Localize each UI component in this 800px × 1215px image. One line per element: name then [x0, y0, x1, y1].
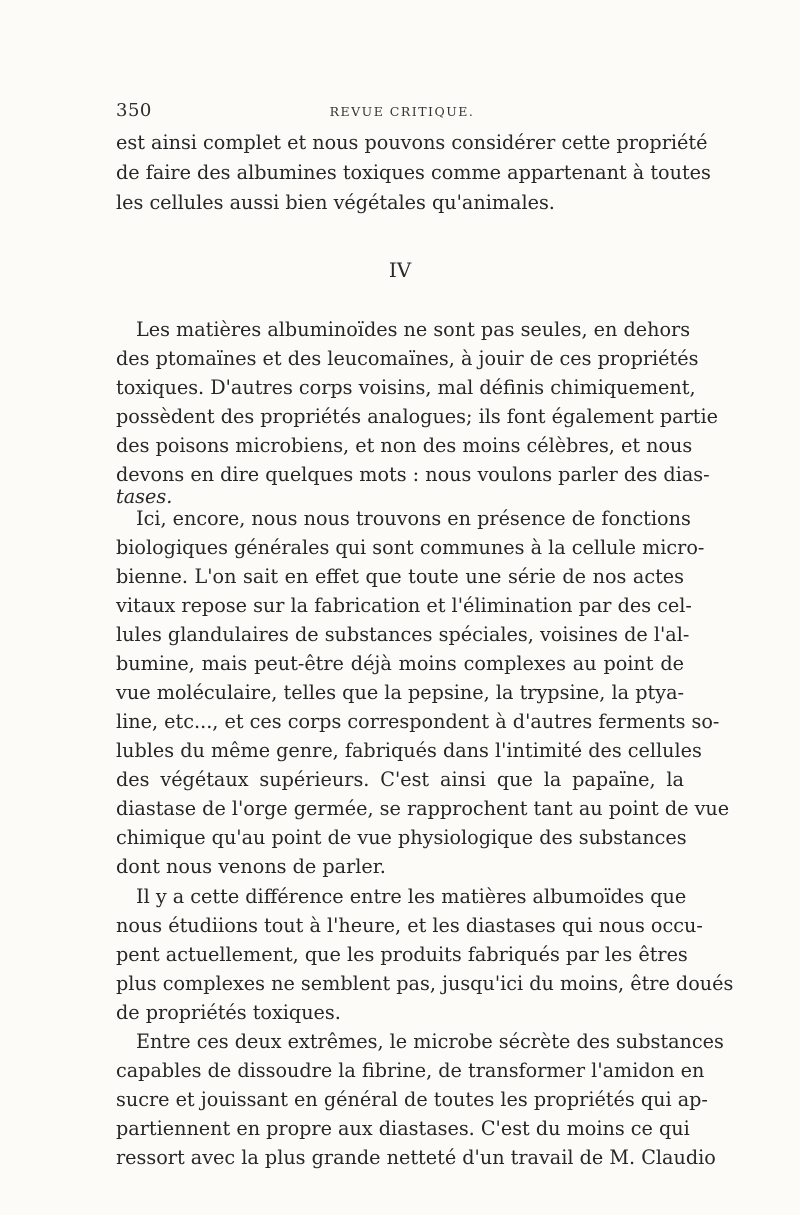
page-header	[116, 100, 688, 122]
text-line: sucre et jouissant en général de toutes les propriétés qui ap-	[116, 1088, 708, 1111]
running-title: REVUE CRITIQUE.	[329, 104, 475, 119]
text-line: des ptomaïnes et des leucomaïnes, à jouir de ces propriétés	[116, 347, 699, 370]
text-line: line, etc..., et ces corps correspondent à d'autres ferments so-	[116, 710, 720, 733]
text-line: bumine, mais peut-être déjà moins complexes au point de	[116, 652, 684, 675]
text-line: est ainsi complet et nous pouvons considérer cette propriété	[116, 131, 708, 154]
text-line: vue moléculaire, telles que la pepsine, la trypsine, la ptya-	[116, 681, 684, 704]
section-number: IV	[388, 258, 412, 282]
text-line: devons en dire quelques mots : nous voulons parler des dias-	[116, 463, 710, 486]
text-line: pent actuellement, que les produits fabriqués par les êtres	[116, 943, 688, 966]
text-line: partiennent en propre aux diastases. C'est du moins ce qui	[116, 1117, 690, 1140]
text-line: Ici, encore, nous nous trouvons en présence de fonctions	[136, 507, 691, 530]
text-line: nous étudiions tout à l'heure, et les diastases qui nous occu-	[116, 914, 703, 937]
text-line: de propriétés toxiques.	[116, 1001, 341, 1024]
text-line: de faire des albumines toxiques comme appartenant à toutes	[116, 161, 711, 184]
text-line: vitaux repose sur la fabrication et l'élimination par des cel-	[116, 594, 692, 617]
text-line: Entre ces deux extrêmes, le microbe sécrète des substances	[136, 1030, 724, 1053]
text-line: Il y a cette différence entre les matières albumoïdes que	[136, 885, 687, 908]
text-line: diastase de l'orge germée, se rapprochent tant au point de vue	[116, 797, 730, 820]
text-line: lubles du même genre, fabriqués dans l'intimité des cellules	[116, 739, 702, 762]
text-line: des poisons microbiens, et non des moins célèbres, et nous	[116, 434, 693, 457]
text-line: chimique qu'au point de vue physiologique des substances	[116, 826, 687, 849]
text-line: lules glandulaires de substances spéciales, voisines de l'al-	[116, 623, 690, 646]
text-line: Les matières albuminoïdes ne sont pas seules, en dehors	[136, 318, 691, 341]
text-line: ressort avec la plus grande netteté d'un travail de M. Claudio	[116, 1146, 716, 1169]
text-line: toxiques. D'autres corps voisins, mal définis chimiquement,	[116, 376, 696, 399]
text-line: bienne. L'on sait en effet que toute une série de nos actes	[116, 565, 684, 588]
text-line: des végétaux supérieurs. C'est ainsi que la papaïne, la	[116, 768, 684, 791]
text-line: les cellules aussi bien végétales qu'animales.	[116, 191, 555, 214]
text-line: biologiques générales qui sont communes à la cellule micro-	[116, 536, 705, 559]
text-line: dont nous venons de parler.	[116, 855, 386, 878]
text-line: plus complexes ne semblent pas, jusqu'ici du moins, être doués	[116, 972, 734, 995]
page-number: 350	[116, 100, 152, 121]
italic-word: tases.	[116, 485, 173, 508]
text-line: capables de dissoudre la fibrine, de transformer l'amidon en	[116, 1059, 705, 1082]
text-line: possèdent des propriétés analogues; ils font également partie	[116, 405, 718, 428]
